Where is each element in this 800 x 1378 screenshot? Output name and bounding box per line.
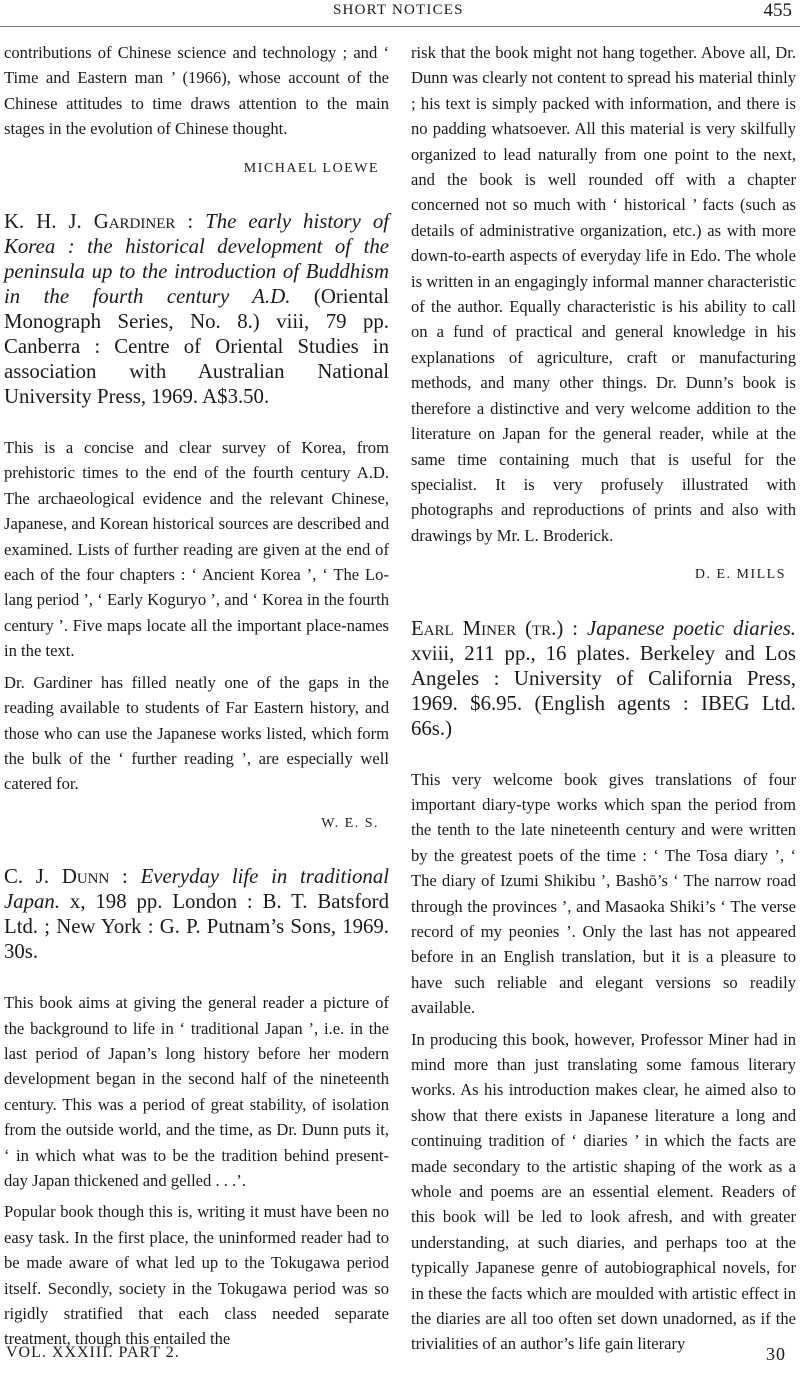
review-heading-miner bbox=[411, 616, 796, 741]
book-details: (Oriental Monograph Series, No. 8.) viii, 79 pp. Canberra : Centre of Oriental Studies in association with Australian National University Press, 1969. A$3.50. bbox=[4, 285, 389, 409]
left-column bbox=[4, 40, 389, 1352]
review-heading-dunn bbox=[4, 864, 389, 964]
book-author: Earl Miner (tr.) : bbox=[411, 616, 579, 640]
sheet-number: 30 bbox=[766, 1344, 786, 1364]
review-paragraph: This book aims at giving the general reader a picture of the background to life in ‘ traditional Japan ’, i.e. in the last period of Japan’s long history before her modern development began in the second half of the nineteenth century. This was a period of great stability, of isolation from the outside world, and the time, as Dr. Dunn puts it, ‘ in which what was to be the tradition behind present-day Japan thickened and gelled . . .’. bbox=[4, 993, 389, 1190]
book-author: K. H. J. Gardiner : bbox=[4, 210, 194, 234]
page-footer bbox=[6, 1344, 794, 1362]
review-paragraph: Popular book though this is, writing it must have been no easy task. In the first place, the uninformed reader had to be made aware of what led up to the Tokugawa period itself. Secondly, society in the Tokugawa period was so rigidly stratified that each class needed separate treatment, though this entailed the bbox=[4, 1202, 389, 1349]
review-paragraph: Dr. Gardiner has filled neatly one of the gaps in the reading available to students of Far Eastern history, and those who can use the Japanese works listed, which form the bulk of the ‘ further reading ’, are especially well catered for. bbox=[4, 672, 389, 794]
review-paragraph: In producing this book, however, Professor Miner had in mind more than just translating some famous literary works. As his introduction makes clear, he aimed also to show that there exists in Japanese literature a long and continuing tradition of ‘ diaries ’ in which the facts are made secondary to the artistic shaping of the work as a whole and poems are an essential element. Readers of this book will be led to look afresh, and with greater understanding, at such diaries, and perhaps too at the typically Japanese genre of autobiographical novels, for in these the facts which are moulded with artistic effect in the diaries are all too often set down unadorned, as if the trivialities of an author’s life gain literary bbox=[411, 1029, 796, 1354]
continued-paragraph: risk that the book might not hang together. Above all, Dr. Dunn was clearly not content to spread his material thinly ; his text is simply packed with information, and there is no padding whatsoever. All this material is very skilfully organized to lead naturally from one point to the next, and the book is well rounded off with a chapter concerned not so much with ‘ historical ’ facts (such as details of administrative organization, etc.) as with more down-to-earth aspects of everyday life in Edo. The whole is written in an engagingly informal manner characteristic of the author. Equally characteristic is his ability to call on a fund of practical and general knowledge in his explanations of agriculture, craft or manufacturing methods, and many other things. Dr. Dunn’s book is therefore a distinctive and very welcome addition to the literature on Japan for the general reader, while at the same time containing much that is useful for the specialist. It is very profusely illustrated with photographs and reproductions of prints and also with drawings by Mr. L. Broderick. bbox=[411, 43, 796, 545]
book-title: The early history of Korea : the historical development of the peninsula up to the introduction of Buddhism in the fourth century A.D. bbox=[4, 210, 389, 309]
page-number: 455 bbox=[763, 0, 792, 21]
reviewer-signature-wes: W. E. S. bbox=[321, 815, 379, 831]
reviewer-signature-loewe: MICHAEL LOEWE bbox=[243, 160, 379, 176]
book-details: x, 198 pp. London : B. T. Batsford Ltd. ; New York : G. P. Putnam’s Sons, 1969. 30s. bbox=[4, 890, 389, 964]
review-paragraph: This very welcome book gives translations of four important diary-type works which span the period from the tenth to the late nineteenth century and were written by the greatest poets of the time : ‘ The Tosa diary ’, ‘ The diary of Izumi Shikibu ’, Bashō’s ‘ The narrow road through the provinces ’, and Masaoka Shiki’s ‘ The verse record of my peonies ’. Only the last has not appeared before in an English translation, but it is a pleasure to have such reliable and elegant versions so readily available. bbox=[411, 769, 796, 1018]
reviewer-signature-mills: D. E. MILLS bbox=[694, 567, 786, 583]
book-author: C. J. Dunn : bbox=[4, 865, 128, 889]
running-title: SHORT NOTICES bbox=[333, 2, 464, 18]
right-column bbox=[411, 40, 796, 1357]
book-details: xviii, 211 pp., 16 plates. Berkeley and Los Angeles : University of California Press, 1969. $6.95. (English agents : IBEG Ltd. 66s.) bbox=[411, 641, 796, 740]
page-header bbox=[0, 0, 800, 27]
review-paragraph: This is a concise and clear survey of Korea, from prehistoric times to the end of the fourth century A.D. The archaeological evidence and the relevant Chinese, Japanese, and Korean historical sources are described and examined. Lists of further reading are given at the end of each of the four chapters : ‘ Ancient Korea ’, ‘ The Lo-lang period ’, ‘ Early Koguryo ’, and ‘ Korea in the fourth century ’. Five maps locate all the important place-names in the text. bbox=[4, 438, 389, 661]
continued-paragraph: contributions of Chinese science and technology ; and ‘ Time and Eastern man ’ (1966), whose account of the Chinese attitudes to time draws attention to the main stages in the evolution of Chinese thought. bbox=[4, 43, 389, 139]
volume-line: VOL. XXXIII. PART 2. bbox=[6, 1344, 180, 1361]
book-title: Everyday life in traditional Japan. bbox=[4, 865, 389, 914]
book-title: Japanese poetic diaries. bbox=[586, 616, 797, 640]
review-heading-gardiner bbox=[4, 209, 389, 409]
